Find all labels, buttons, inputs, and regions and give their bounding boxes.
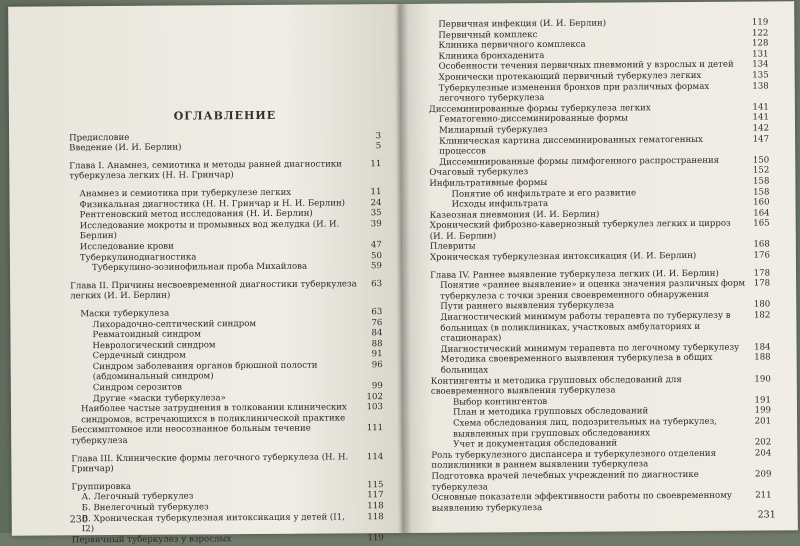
toc-entry-title: Другие «маски туберкулеза» [92, 392, 226, 404]
toc-entry-page: 141 [752, 102, 769, 113]
toc-entry-title: Первичный комплекс [438, 29, 538, 41]
toc-entry [431, 469, 771, 493]
toc-entry-title: Хронически протекающий первичный туберкулез легких [438, 70, 702, 83]
toc-entry-page: 102 [366, 391, 383, 402]
toc-entry-page: 128 [751, 38, 769, 49]
toc-entry-title: Сердечный синдром [92, 350, 186, 362]
toc-entry-title: Казеозная пневмония (И. И. Берлин) [429, 209, 600, 221]
toc-entry-page: 3 [375, 130, 382, 141]
toc-entry [80, 219, 382, 242]
toc-entry-page: 114 [366, 451, 384, 462]
toc-entry-title: Методика своевременного выявления туберкулеза в общих больницах [440, 353, 713, 376]
toc-entry-page: 11 [370, 187, 382, 198]
toc-entry [93, 360, 383, 383]
toc-entry-title: Пути раннего выявления туберкулеза [440, 300, 615, 313]
book-spread [8, 1, 798, 546]
toc-entry-page: 178 [753, 268, 771, 279]
toc-entry-title: Гематогенно-диссеминированные формы [438, 113, 628, 126]
right-page [400, 1, 798, 533]
toc-entry-page: 138 [752, 81, 769, 92]
toc-entry-page: 122 [751, 28, 769, 39]
toc-entry-title: Понятие об инфильтрате и его развитие [451, 187, 637, 200]
toc-entry-page: 142 [752, 123, 770, 134]
toc-entry-page: 176 [753, 250, 770, 261]
toc-entry-page: 119 [367, 532, 384, 544]
toc-entry-title: Первичная инфекция (И. И. Берлин) [438, 18, 607, 30]
toc-entry-title: Исследование крови [79, 241, 174, 253]
toc-entry-title: Роль туберкулезного диспансера и туберкулезного отделения поликлиники в раннем выявлении туберкулеза [431, 448, 717, 472]
toc-entry-page: 168 [753, 239, 770, 251]
toc-entry-title: Понятие «раннее выявление» и оценка значения различных форм туберкулеза с точки зрения своевременного обнаружения [440, 278, 746, 302]
toc-entry-page: 190 [754, 374, 771, 385]
toc-entry-page: 180 [753, 299, 771, 310]
toc-entry-page: 135 [752, 70, 769, 81]
toc-entry-title: Подготовка врачей лечебных учреждений по диагностике туберкулеза [431, 469, 699, 493]
toc-entry-page: 39 [370, 218, 382, 229]
right-page-number: 231 [757, 509, 776, 521]
toc-entry [69, 141, 381, 154]
toc-entry [92, 261, 382, 274]
toc-entry-title: Хронический фиброзно-кавернозный туберкулез легких и цирроз (И. И. Берлин) [429, 218, 731, 242]
toc-entry-page: 164 [753, 208, 770, 219]
toc-entry-page: 141 [752, 112, 769, 123]
toc-entry-title: Наиболее частые затруднения в толковании клинических синдромов, встречающихся в поликлинической практике [80, 402, 347, 426]
toc-entry-page: 103 [366, 402, 384, 413]
toc-entry-page: 76 [371, 317, 383, 328]
toc-entry-page: 91 [371, 349, 383, 360]
toc-entry-title: Группировка [71, 481, 132, 493]
toc-entry-title: Милиарный туберкулез [439, 124, 548, 136]
toc-entry-title: Инфильтративные формы [429, 177, 548, 189]
toc-entry [440, 279, 770, 302]
toc-right [428, 17, 771, 514]
toc-entry [430, 251, 770, 264]
toc-entry-title: Основные показатели эффективности работы по своевременному выявлению туберкулеза [431, 490, 732, 514]
toc-entry-title: Диссеминированные формы туберкулеза легких [428, 103, 651, 115]
toc-entry-page: 119 [751, 17, 769, 28]
toc-entry-page: 211 [755, 490, 772, 501]
toc-entry [71, 424, 383, 447]
toc-entry-title: Плевриты [429, 241, 476, 253]
toc-entry-page: 165 [753, 218, 770, 229]
toc-entry [69, 159, 381, 182]
toc-entry [453, 416, 771, 439]
toc-entry-page: 111 [366, 423, 384, 434]
toc-entry-page: 63 [371, 278, 383, 289]
toc-entry-title: Особенности течения первичных пневмоний у взрослых и детей [438, 60, 734, 73]
toc-entry-page: 50 [370, 250, 382, 261]
toc-entry [431, 448, 771, 472]
toc-entry-title: Неврологический синдром [92, 339, 216, 351]
toc-entry-page: 118 [367, 501, 384, 512]
toc-entry-page: 99 [371, 381, 383, 392]
toc-entry-title: Предисловие [69, 132, 130, 143]
toc-entry [72, 533, 384, 546]
toc-entry-title: Учет и документация обследований [453, 438, 618, 450]
toc-entry-title: Глава III. Клинические формы легочного туберкулеза (Н. Н. Гринчар) [71, 452, 349, 475]
toc-entry-title: Диссеминированные формы лимфогенного распространения [439, 155, 720, 168]
toc-entry-page: 63 [371, 307, 383, 318]
toc-entry-title: Физикальная диагностика (Н. Н. Гринчар и Н. И. Берлин) [79, 197, 346, 210]
toc-entry-title: Туберкулезные изменения бронхов при различных формах легочного туберкулеза [438, 81, 710, 104]
toc-entry-page: 184 [754, 342, 771, 353]
toc-entry-title: Маски туберкулеза [80, 308, 170, 320]
toc-entry-title: План и методика групповых обследований [452, 406, 649, 419]
toc-entry [431, 374, 771, 398]
toc-entry [440, 310, 770, 344]
toc-entry [441, 353, 771, 376]
toc-entry-page: 24 [370, 197, 382, 208]
left-page-number: 230 [69, 514, 88, 526]
toc-entry-page: 182 [753, 310, 771, 321]
toc-entry-page: 152 [752, 165, 770, 176]
toc-entry [439, 81, 769, 104]
toc-entry-title: Бессимптомное или неосознанное больным течение туберкулеза [71, 424, 311, 447]
toc-entry-page: 59 [371, 261, 383, 272]
toc-entry-page: 158 [752, 176, 770, 187]
toc-entry-title: Б. Внелегочный туберкулез [81, 502, 209, 514]
toc-entry-title: Контингенты и методика групповых обследований для своевременного выявления туберкулеза [430, 374, 682, 397]
toc-entry-title: Глава I. Анамнез, семиотика и методы ранней диагностики туберкулеза легких (Н. Н. Гринчар) [69, 159, 342, 182]
toc-entry [81, 402, 383, 425]
toc-entry-title: Хроническая туберкулезная интоксикация (И. И. Берлин) [429, 251, 697, 263]
toc-entry-title: Рентгеновский метод исследования (Н. И. Берлин) [79, 208, 313, 221]
toc-entry-page: 202 [754, 437, 772, 448]
toc-entry-page: 134 [752, 59, 769, 70]
toc-entry-title: Синдром серозитов [92, 382, 183, 394]
toc-entry-title: Очаговый туберкулез [429, 167, 529, 179]
toc-entry-page: 178 [753, 278, 771, 289]
toc-entry-title: Клиническая картина диссеминированных гематогенных процессов [439, 134, 703, 157]
toc-entry-page: 160 [753, 197, 770, 208]
toc-entry [439, 134, 769, 157]
toc-entry-title: Клиника первичного комплекса [438, 39, 586, 51]
toc-entry-page: 11 [370, 158, 382, 170]
toc-entry-title: Схема обследования лиц, подозрительных на туберкулез, выявленных при групповых обследованиях [453, 416, 718, 440]
toc-entry-title: Первичный туберкулез у взрослых [71, 533, 232, 546]
toc-entry-title: Выбор контингентов [452, 396, 548, 408]
toc-entry-page: 5 [375, 141, 382, 152]
left-page [8, 4, 404, 546]
toc-entry-title: Клиника бронхаденита [438, 50, 545, 62]
toc-entry-page: 88 [371, 338, 383, 349]
toc-entry-page: 96 [371, 360, 383, 371]
toc-entry-title: Туберкулино-эозинофильная проба Михайлова [91, 261, 308, 274]
toc-entry-title: Анамнез и семиотика при туберкулезе легких [79, 187, 292, 200]
toc-entry-page: 204 [754, 448, 772, 459]
toc-entry-title: Диагностический минимум работы терапевта по туберкулезу в больницах (в поликлиниках, участковых амбулаториях и стационарах) [440, 310, 731, 344]
toc-entry [70, 279, 382, 302]
toc-entry-title: Введение (И. И. Берлин) [69, 142, 182, 154]
toc-entry-page: 84 [371, 328, 383, 339]
toc-entry [82, 512, 384, 535]
toc-entry-page: 199 [754, 405, 772, 416]
toc-entry-page: 115 [367, 479, 384, 491]
toc-heading: ОГЛАВЛЕНИЕ [173, 108, 277, 123]
toc-entry-title: Синдром заболевания органов брюшной полости (абдоминальный синдром) [92, 360, 318, 383]
toc-entry-title: Глава II. Причины несвоевременной диагностики туберкулеза легких (И. И. Берлин) [70, 279, 357, 302]
toc-entry-page: 117 [367, 490, 384, 501]
toc-entry-title: Лихорадочно-септический синдром [92, 318, 257, 330]
toc-entry-page: 191 [754, 395, 771, 406]
toc-entry [71, 452, 383, 475]
toc-entry-page: 188 [754, 352, 771, 363]
toc-entry-title: Глава IV. Раннее выявление туберкулеза легких (И. И. Берлин) [430, 268, 719, 281]
toc-entry-page: 201 [754, 416, 772, 427]
toc-entry-page: 35 [370, 208, 382, 219]
toc-entry [432, 491, 772, 515]
toc-left [69, 96, 384, 546]
toc-entry-page: 147 [752, 133, 770, 145]
toc-entry-title: Исследование мокроты и промывных вод желудка (И. И. Берлин) [79, 219, 340, 242]
toc-entry-title: В. Хроническая туберкулезная интоксикация у детей (I1, I2) [81, 512, 345, 535]
toc-entry-page: 118 [367, 511, 384, 522]
toc-entry-title: Туберкулинодиагностика [79, 251, 197, 263]
toc-entry-page: 209 [755, 469, 772, 480]
toc-entry [430, 219, 770, 243]
toc-entry-page: 131 [752, 49, 769, 60]
toc-entry-page: 158 [753, 186, 770, 198]
toc-entry-title: Ревматоидный синдром [92, 329, 201, 341]
toc-entry-page: 150 [752, 155, 770, 166]
toc-entry-title: Исходы инфильтрата [451, 199, 549, 210]
toc-entry-page: 47 [370, 240, 382, 251]
toc-entry-title: Диагностический минимум терапевта по легочному туберкулезу [440, 342, 740, 355]
toc-entry-title: А. Легочный туберкулез [81, 491, 194, 503]
